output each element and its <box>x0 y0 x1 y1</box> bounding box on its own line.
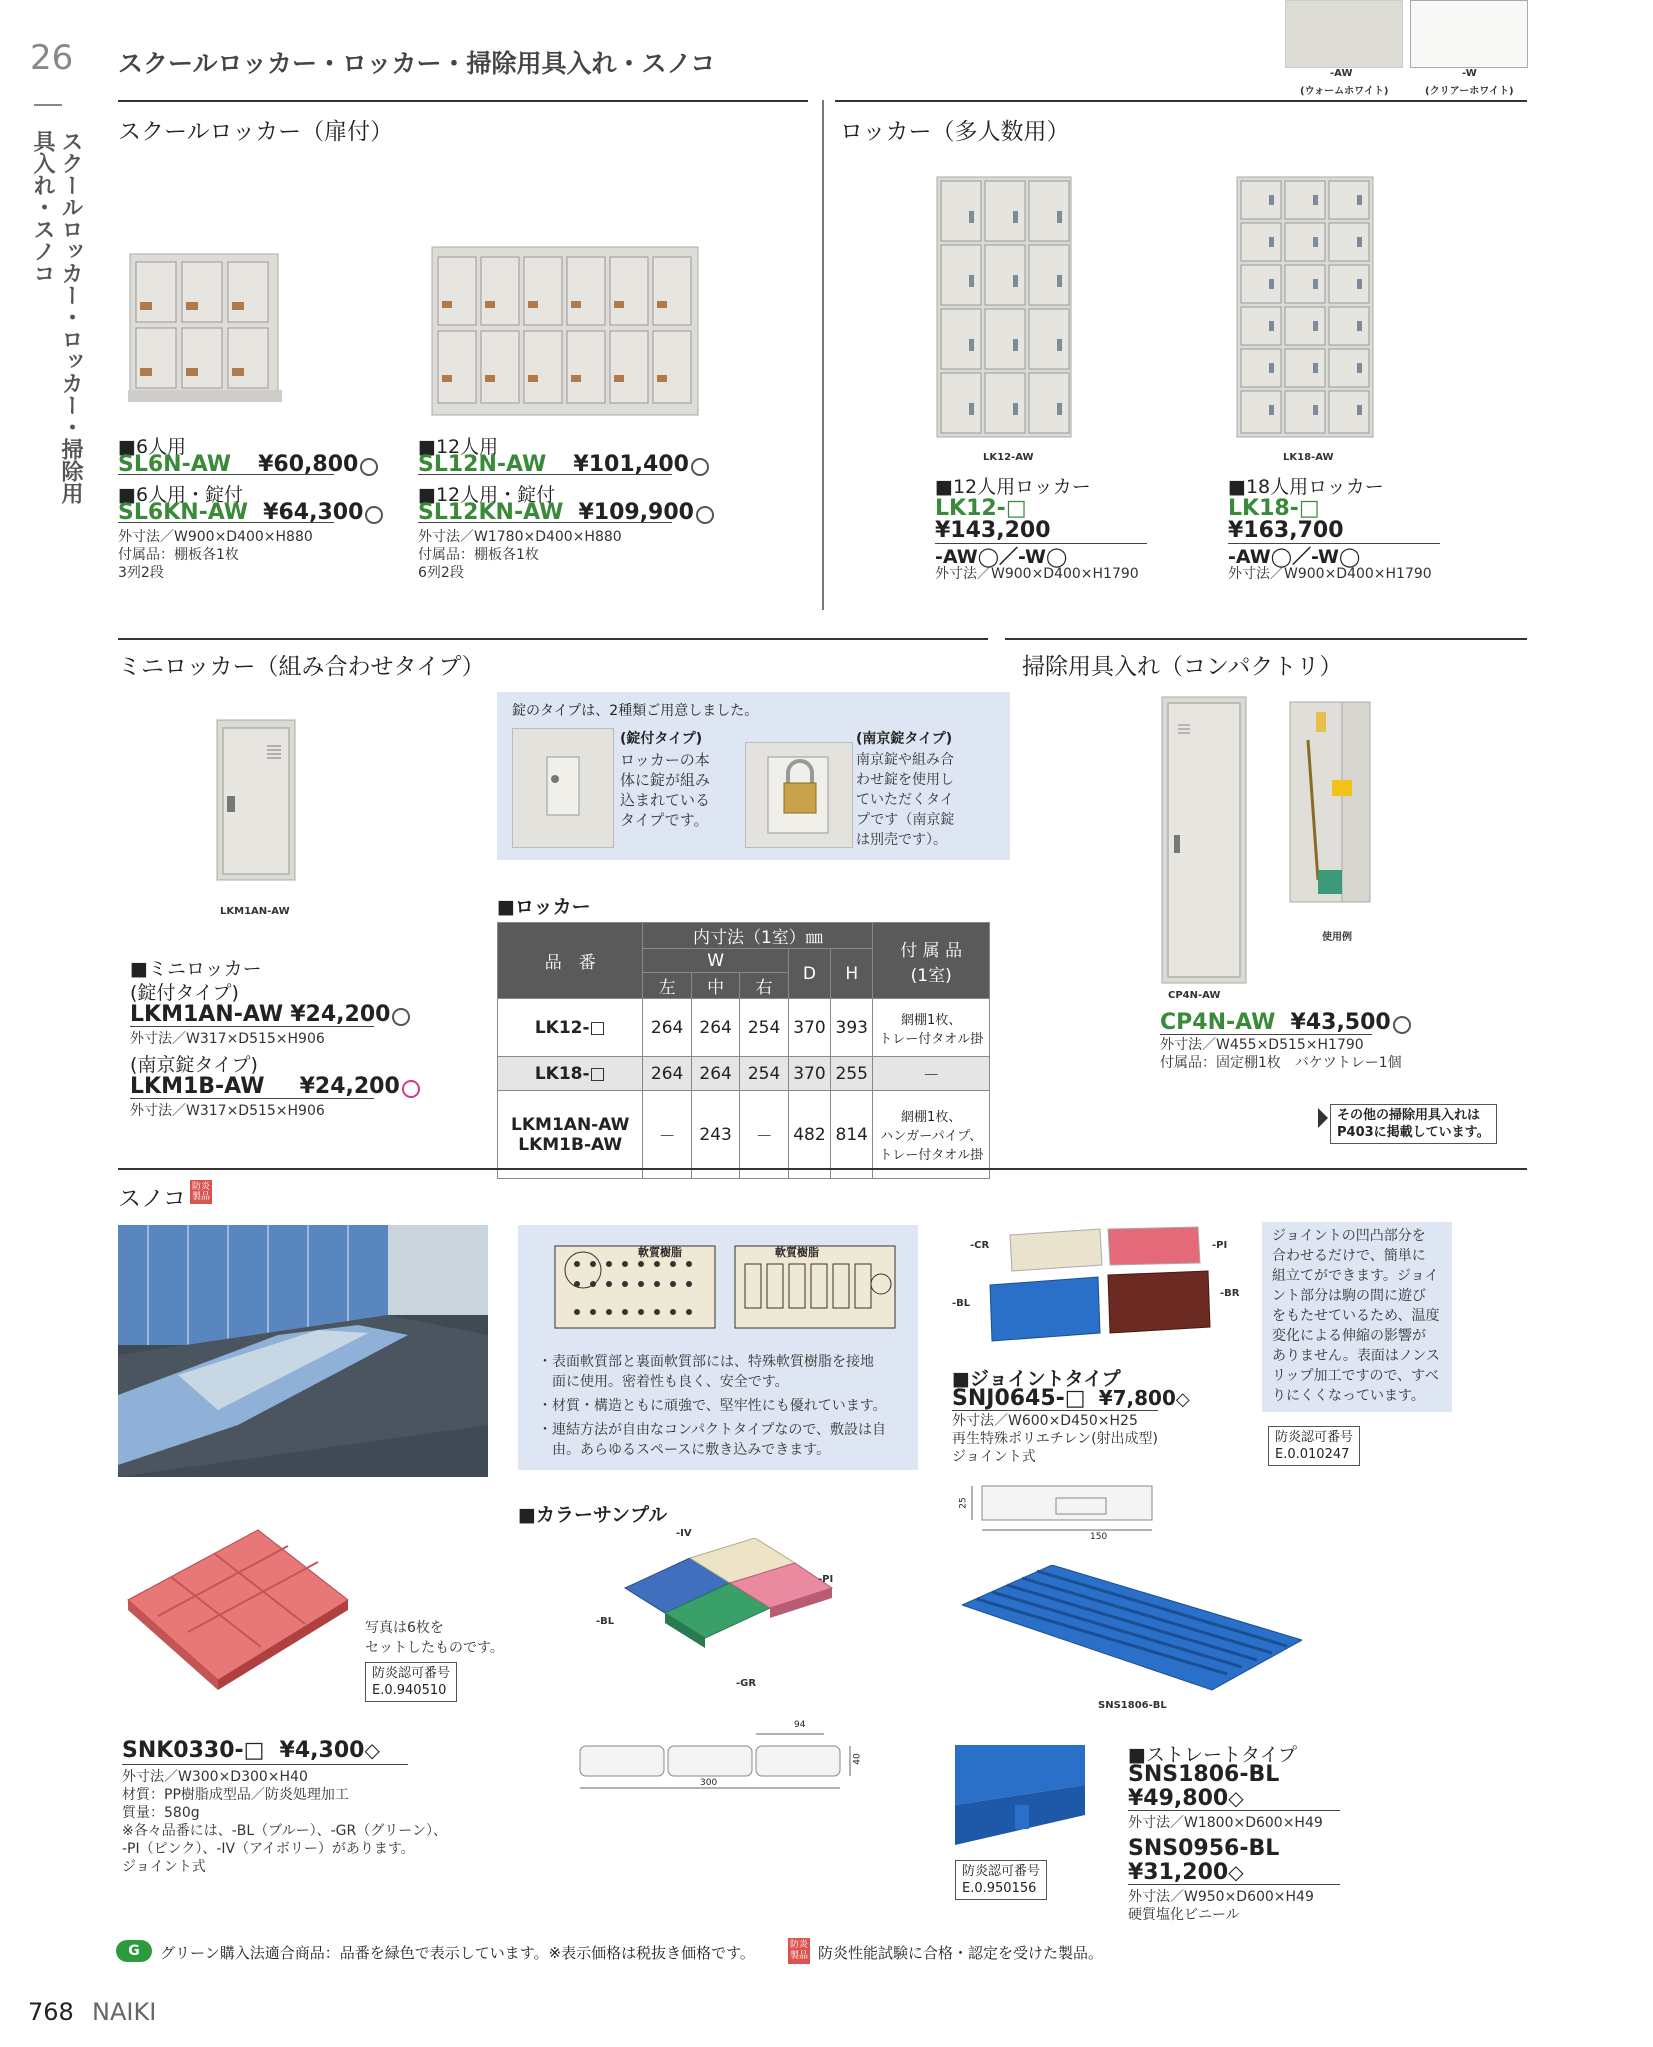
swatch-aw-name: (ウォームホワイト) <box>1300 86 1389 97</box>
page-badge: 26 <box>30 38 74 78</box>
straight-label: ■ストレートタイプ <box>1128 1744 1298 1766</box>
lk12-caption: LK12-AW <box>983 452 1034 463</box>
cell: 254 <box>740 999 788 1057</box>
sl6-label: ■6人用 <box>118 436 187 458</box>
price-diamond-icon: ◇ <box>1228 1786 1244 1810</box>
th-acc: 付 属 品 (1室) <box>873 923 990 999</box>
cell: 370 <box>788 1057 830 1091</box>
divider <box>1005 638 1527 640</box>
straight-price2-line <box>1128 1860 1340 1885</box>
cell: － <box>740 1091 788 1179</box>
joint-line <box>952 1386 1190 1411</box>
cleaning-note: その他の掃除用具入れは P403に掲載しています。 <box>1330 1104 1497 1144</box>
straight-price1: ¥49,800 <box>1128 1786 1229 1811</box>
price-diamond-icon: ◇ <box>1175 1389 1190 1410</box>
snk-dim-diagram <box>568 1724 868 1802</box>
sl6-price: ¥60,800 <box>258 452 359 477</box>
sl12k-price: ¥109,900 <box>578 500 694 525</box>
divider <box>118 1168 1527 1170</box>
price-circle-icon <box>1393 1016 1411 1034</box>
cell: 網棚1枚、 ハンガーパイプ、 トレー付タオル掛 <box>873 1091 990 1179</box>
snk-cert: 防炎認可番号 E.0.940510 <box>365 1662 457 1702</box>
price-circle-icon <box>365 506 383 524</box>
joint-label: ■ジョイントタイプ <box>952 1368 1121 1390</box>
snk-line <box>122 1738 408 1765</box>
joint-spec: 外寸法／W600×D450×H25 再生特殊ポリエチレン(射出成型) ジョイント式 <box>952 1413 1159 1465</box>
cell: 370 <box>788 999 830 1057</box>
mini-line1 <box>130 1002 391 1027</box>
color-iv: -IV <box>676 1528 692 1539</box>
joint-code: SNJ0645-□ <box>952 1386 1086 1411</box>
lk18-code: LK18-□ <box>1228 496 1320 521</box>
sl6-code: SL6N-AW <box>118 452 232 477</box>
cell: － <box>873 1057 990 1091</box>
th-l: 左 <box>643 973 691 999</box>
divider <box>118 638 988 640</box>
mini-spec2: 外寸法／W317×D515×H906 <box>130 1103 325 1119</box>
lk12-label: ■12人用ロッカー <box>935 476 1091 498</box>
lock-d1: ロッカーの本 体に錠が組み 込まれている タイプです。 <box>620 751 711 829</box>
cell: 814 <box>831 1091 873 1179</box>
cell: 264 <box>643 1057 691 1091</box>
th-code: 品 番 <box>498 923 643 999</box>
cell: 254 <box>740 1057 788 1091</box>
price-circle-icon <box>402 1080 420 1098</box>
divider <box>822 100 824 610</box>
mini-spec1: 外寸法／W317×D515×H906 <box>130 1031 325 1047</box>
swatch-w <box>1410 0 1528 68</box>
cleaning-usage-image <box>1288 700 1372 905</box>
color-sample-image <box>620 1538 835 1688</box>
diagram-label-1: 軟質樹脂 <box>638 1246 682 1259</box>
sunoko-feature-1: ・表面軟質部と裏面軟質部には、特殊軟質樹脂を接地 面に使用。密着性も良く、安全です。 <box>538 1354 874 1390</box>
mini-line2 <box>130 1074 400 1099</box>
lk12-code: LK12-□ <box>935 496 1027 521</box>
straight-image <box>962 1565 1302 1695</box>
joint-price: ¥7,800 <box>1098 1386 1176 1410</box>
sunoko-fire-badge: 防炎 製品 <box>192 1182 211 1202</box>
mini-locker-title: ミニロッカー（組み合わせタイプ） <box>118 654 485 680</box>
mini-locker-caption: LKM1AN-AW <box>220 906 290 917</box>
cell: 482 <box>788 1091 830 1179</box>
locker-12-image <box>430 245 700 420</box>
th-w: W <box>643 949 788 973</box>
joint-color-pi: -PI <box>1212 1240 1228 1251</box>
joint-color-cr: -CR <box>970 1240 990 1251</box>
side-label: スクールロッカー・ロッカー・掃除用具入れ・スノコ <box>30 130 83 504</box>
lk12-variants: -AW◯／-W◯ <box>935 546 1068 568</box>
swatch-aw-code: -AW <box>1330 68 1353 79</box>
sl6k-label: ■6人用・錠付 <box>118 484 244 506</box>
th-c: 中 <box>691 973 739 999</box>
sl6-line <box>118 452 359 477</box>
joint-cert: 防炎認可番号 E.0.010247 <box>1268 1426 1360 1466</box>
price-circle-icon <box>360 458 378 476</box>
swatch-w-name: (クリアーホワイト) <box>1425 86 1514 97</box>
price-diamond-icon: ◇ <box>1228 1860 1244 1884</box>
footer-page: 768 <box>28 1998 74 2026</box>
snk-photo-note: 写真は6枚を セットしたものです。 <box>365 1620 504 1656</box>
cell: LK18-□ <box>498 1057 643 1091</box>
sunoko-feature-3: ・連結方法が自由なコンパクトタイプなので、敷設は自 由。あらゆるスペースに敷き込みできます。 <box>538 1422 887 1458</box>
table-row <box>498 1057 990 1091</box>
straight-cert: 防炎認可番号 E.0.950156 <box>955 1860 1047 1900</box>
straight-caption: SNS1806-BL <box>1098 1700 1167 1711</box>
lk12-image <box>935 175 1075 440</box>
straight-price1-line <box>1128 1786 1340 1811</box>
lk12-price: ¥143,200 <box>935 518 1147 544</box>
mini-price2: ¥24,200 <box>299 1074 400 1099</box>
sl12-label: ■12人用 <box>418 436 499 458</box>
joint-dim-width: 150 <box>1090 1532 1108 1542</box>
straight-code2: SNS0956-BL <box>1128 1836 1280 1861</box>
mini-price1: ¥24,200 <box>290 1002 391 1027</box>
joint-desc: ジョイントの凹凸部分を 合わせるだけで、簡単に 組立てができます。ジョイ ント部分は駒の間に遊び をもたせているため、温度 変化による伸縮の影響が ありません。表面はノンス リップ加工ですので、すべ りにくくなっています。 <box>1272 1228 1440 1404</box>
sl6k-price: ¥64,300 <box>263 500 364 525</box>
cell: 264 <box>691 999 739 1057</box>
cell: 243 <box>691 1091 739 1179</box>
cleaning-price: ¥43,500 <box>1290 1010 1391 1035</box>
cell: － <box>643 1091 691 1179</box>
joint-colors-image <box>980 1225 1220 1350</box>
cell: 264 <box>691 1057 739 1091</box>
mini-locker-image <box>215 718 297 882</box>
snk-image <box>118 1520 358 1690</box>
sunoko-title: スノコ <box>118 1186 186 1212</box>
diagram-label-2: 軟質樹脂 <box>775 1246 819 1259</box>
mini-sub1: (錠付タイプ) <box>130 982 239 1004</box>
locker-spec-table <box>497 922 990 1179</box>
mini-label: ■ミニロッカー <box>130 958 262 980</box>
cleaning-line <box>1160 1010 1391 1035</box>
sl12-line <box>418 452 689 477</box>
cell: 網棚1枚、 トレー付タオル掛 <box>873 999 990 1057</box>
cleaning-use-caption: 使用例 <box>1322 932 1352 943</box>
sl12-code: SL12N-AW <box>418 452 547 477</box>
snk-price: ¥4,300 <box>279 1738 365 1763</box>
locker-multi-title: ロッカー（多人数用） <box>840 119 1070 145</box>
th-r: 右 <box>740 973 788 999</box>
lk18-caption: LK18-AW <box>1283 452 1334 463</box>
th-inner: 内寸法（1室）㎜ <box>643 923 873 949</box>
snk-dim-40: 40 <box>852 1753 863 1765</box>
padlock-image <box>745 742 853 848</box>
price-circle-icon <box>691 458 709 476</box>
joint-color-bl: -BL <box>952 1298 971 1309</box>
footer-fire: 防炎性能試験に合格・認定を受けた製品。 <box>818 1944 1104 1962</box>
color-gr: -GR <box>736 1678 757 1689</box>
table-row <box>498 999 990 1057</box>
keylock-image <box>512 728 614 848</box>
joint-color-br: -BR <box>1220 1288 1240 1299</box>
footer-fire-badge: 防炎 製品 <box>788 1938 810 1964</box>
lk18-spec: 外寸法／W900×D400×H1790 <box>1228 566 1432 582</box>
divider <box>835 100 1527 102</box>
sl6-spec: 外寸法／W900×D400×H880 付属品：棚板各1枚 3列2段 <box>118 529 313 581</box>
cell: 255 <box>831 1057 873 1091</box>
cleaning-locker-image <box>1160 695 1248 985</box>
note-arrow-icon <box>1318 1108 1328 1128</box>
th-h: H <box>831 949 873 999</box>
mini-sub2: (南京錠タイプ) <box>130 1054 258 1076</box>
sl12k-label: ■12人用・錠付 <box>418 484 556 506</box>
cell: 393 <box>831 999 873 1057</box>
lock-t2: (南京錠タイプ) <box>856 731 953 747</box>
cleaning-spec: 外寸法／W455×D515×H1790 付属品：固定棚1枚 バケツトレー1個 <box>1160 1037 1402 1071</box>
straight-spec2: 外寸法／W950×D600×H49 硬質塩化ビニール <box>1128 1889 1314 1923</box>
footer-green: グリーン購入法適合商品：品番を緑色で表示しています。※表示価格は税抜き価格です。 <box>160 1944 755 1962</box>
color-sample-title: ■カラーサンプル <box>518 1504 668 1526</box>
table-row <box>498 1091 990 1179</box>
swatch-w-code: -W <box>1462 68 1477 79</box>
color-bl: -BL <box>596 1616 615 1627</box>
lk18-variants: -AW◯／-W◯ <box>1228 546 1361 568</box>
snk-code: SNK0330-□ <box>122 1738 265 1763</box>
sl12k-line <box>418 500 694 525</box>
snk-dim-300: 300 <box>700 1778 718 1788</box>
snk-dim-94: 94 <box>794 1720 806 1730</box>
table-title: ■ロッカー <box>497 896 591 918</box>
footer-brand: NAIKI <box>92 1998 157 2026</box>
cleaning-caption: CP4N-AW <box>1168 990 1221 1001</box>
sunoko-diagram <box>553 1240 903 1336</box>
lk18-image <box>1235 175 1377 440</box>
sl6k-code: SL6KN-AW <box>118 500 249 525</box>
snk-spec: 外寸法／W300×D300×H40 材質：PP樹脂成型品／防炎処理加工 質量：580g ※各々品番には、-BL（ブルー）、-GR（グリーン）、 -PI（ピンク）、-IV（アイボリー）があります。 ジョイント式 <box>122 1769 447 1875</box>
straight-price2: ¥31,200 <box>1128 1860 1229 1885</box>
sl6k-line <box>118 500 364 525</box>
sl12k-code: SL12KN-AW <box>418 500 564 525</box>
price-diamond-icon: ◇ <box>364 1738 380 1762</box>
cell: LKM1AN-AW LKM1B-AW <box>498 1091 643 1179</box>
lock-intro: 錠のタイプは、2種類ご用意しました。 <box>512 703 759 719</box>
cleaning-title: 掃除用具入れ（コンパクトリ） <box>1022 654 1343 680</box>
sunoko-feature-2: ・材質・構造ともに頑強で、堅牢性にも優れています。 <box>538 1398 887 1414</box>
color-pi: -PI <box>818 1574 834 1585</box>
price-circle-icon <box>392 1008 410 1026</box>
cell: 264 <box>643 999 691 1057</box>
straight-closeup-image <box>955 1745 1085 1855</box>
joint-dim-diagram <box>960 1480 1160 1536</box>
lock-d2: 南京錠や組み合 わせ錠を使用し ていただくタイ プです（南京錠 は別売です）。 <box>856 752 955 848</box>
mini-code2: LKM1B-AW <box>130 1074 265 1099</box>
cell: LK12-□ <box>498 999 643 1057</box>
swatch-aw <box>1285 0 1403 68</box>
sunoko-room-photo <box>118 1225 488 1477</box>
badge-dash <box>34 104 62 106</box>
page-title: スクールロッカー・ロッカー・掃除用具入れ・スノコ <box>118 49 716 78</box>
straight-code1: SNS1806-BL <box>1128 1762 1280 1787</box>
lock-t1: (錠付タイプ) <box>620 731 703 747</box>
divider <box>118 100 808 102</box>
straight-spec1: 外寸法／W1800×D600×H49 <box>1128 1815 1323 1831</box>
th-d: D <box>788 949 830 999</box>
mini-code1: LKM1AN-AW <box>130 1002 284 1027</box>
school-locker-title: スクールロッカー（扉付） <box>118 119 394 145</box>
green-mark-icon: G <box>116 1940 152 1962</box>
lk12-spec: 外寸法／W900×D400×H1790 <box>935 566 1139 582</box>
joint-dim-height: 25 <box>958 1497 969 1509</box>
price-circle-icon <box>696 506 714 524</box>
sl12-price: ¥101,400 <box>573 452 689 477</box>
lk18-label: ■18人用ロッカー <box>1228 476 1384 498</box>
locker-6-image <box>128 252 282 402</box>
lk18-price: ¥163,700 <box>1228 518 1440 544</box>
cleaning-code: CP4N-AW <box>1160 1010 1276 1035</box>
sl12-spec: 外寸法／W1780×D400×H880 付属品：棚板各1枚 6列2段 <box>418 529 622 581</box>
